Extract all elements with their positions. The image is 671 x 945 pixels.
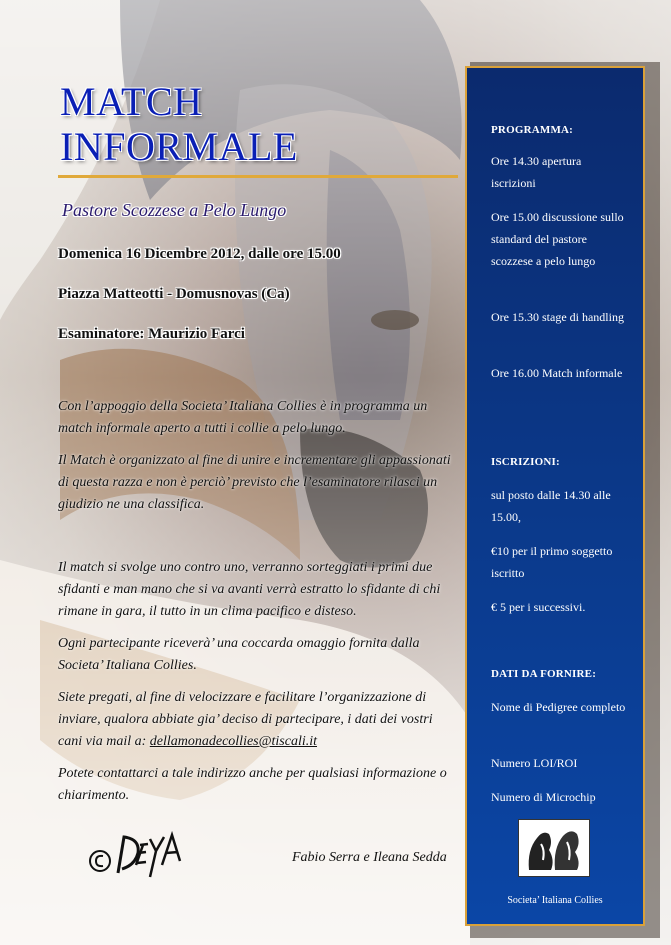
event-date: Domenica 16 Dicembre 2012, dalle ore 15.00 bbox=[58, 246, 341, 262]
paragraph-info: Potete contattarci a tale indirizzo anche per qualsiasi informazione o chiarimento. bbox=[58, 766, 447, 803]
paragraph-contact-request bbox=[58, 687, 458, 753]
dati-heading: DATI DA FORNIRE: bbox=[491, 668, 597, 680]
programma-item: Ore 15.30 stage di handling bbox=[491, 310, 624, 324]
event-judge: Esaminatore: Maurizio Farci bbox=[58, 326, 245, 342]
iscrizioni-item: sul posto dalle 14.30 alle 15.00, bbox=[491, 488, 611, 524]
programma-item: Ore 15.00 discussione sullo standard del pastore scozzese a pelo lungo bbox=[491, 210, 624, 268]
deya-signature-logo bbox=[88, 825, 188, 885]
dati-item: Nome di Pedigree completo bbox=[491, 700, 626, 714]
programma-item: Ore 16.00 Match informale bbox=[491, 366, 623, 380]
programma-item: Ore 14.30 apertura iscrizioni bbox=[491, 154, 582, 190]
email-link[interactable]: dellamonadecollies@tiscali.it bbox=[149, 734, 318, 749]
event-place: Piazza Matteotti - Domusnovas (Ca) bbox=[58, 286, 290, 302]
iscrizioni-item: € 5 per i successivi. bbox=[491, 600, 586, 614]
programma-heading: PROGRAMMA: bbox=[491, 124, 574, 136]
title-divider bbox=[58, 175, 458, 178]
paragraph-intro: Con l’appoggio della Societa’ Italiana Collies è in programma un match informale aperto a tutti i collie a pelo lungo. bbox=[58, 399, 428, 436]
dati-item: Numero di Microchip bbox=[491, 790, 596, 804]
iscrizioni-heading: ISCRIZIONI: bbox=[491, 456, 560, 468]
paragraph-format: Il match si svolge uno contro uno, verranno sorteggiati i primi due sfidanti e man mano che si va avanti verrà estratto lo sfidante di chi rimane in gara, il tutto in un clima pacifico e disteso. bbox=[58, 560, 441, 619]
contact-request-text: Siete pregati, al fine di velocizzare e facilitare l’organizzazione di inviare, qualora abbiate gia’ deciso di partecipare, i dati dei vostri cani via mail a: bbox=[58, 690, 433, 749]
title-line-1: MATCH bbox=[60, 79, 203, 124]
info-sidebar bbox=[465, 66, 645, 926]
title-line-2: INFORMALE bbox=[60, 124, 298, 169]
dati-item: Numero LOI/ROI bbox=[491, 756, 578, 770]
society-name: Societa’ Italiana Collies bbox=[507, 895, 603, 906]
paragraph-purpose: Il Match è organizzato al fine di unire e incrementare gli appassionati di questa razza e non è perciò’ previsto che l’esaminatore rilasci un giudizio ne una classifica. bbox=[58, 453, 451, 512]
paragraph-rosette: Ogni partecipante riceverà’ una coccarda omaggio fornita dalla Societa’ Italiana Collies. bbox=[58, 636, 420, 673]
organizers-signature: Fabio Serra e Ileana Sedda bbox=[292, 850, 447, 865]
breed-subtitle: Pastore Scozzese a Pelo Lungo bbox=[62, 200, 287, 220]
iscrizioni-item: €10 per il primo soggetto iscritto bbox=[491, 544, 613, 580]
collie-society-logo bbox=[518, 819, 590, 877]
